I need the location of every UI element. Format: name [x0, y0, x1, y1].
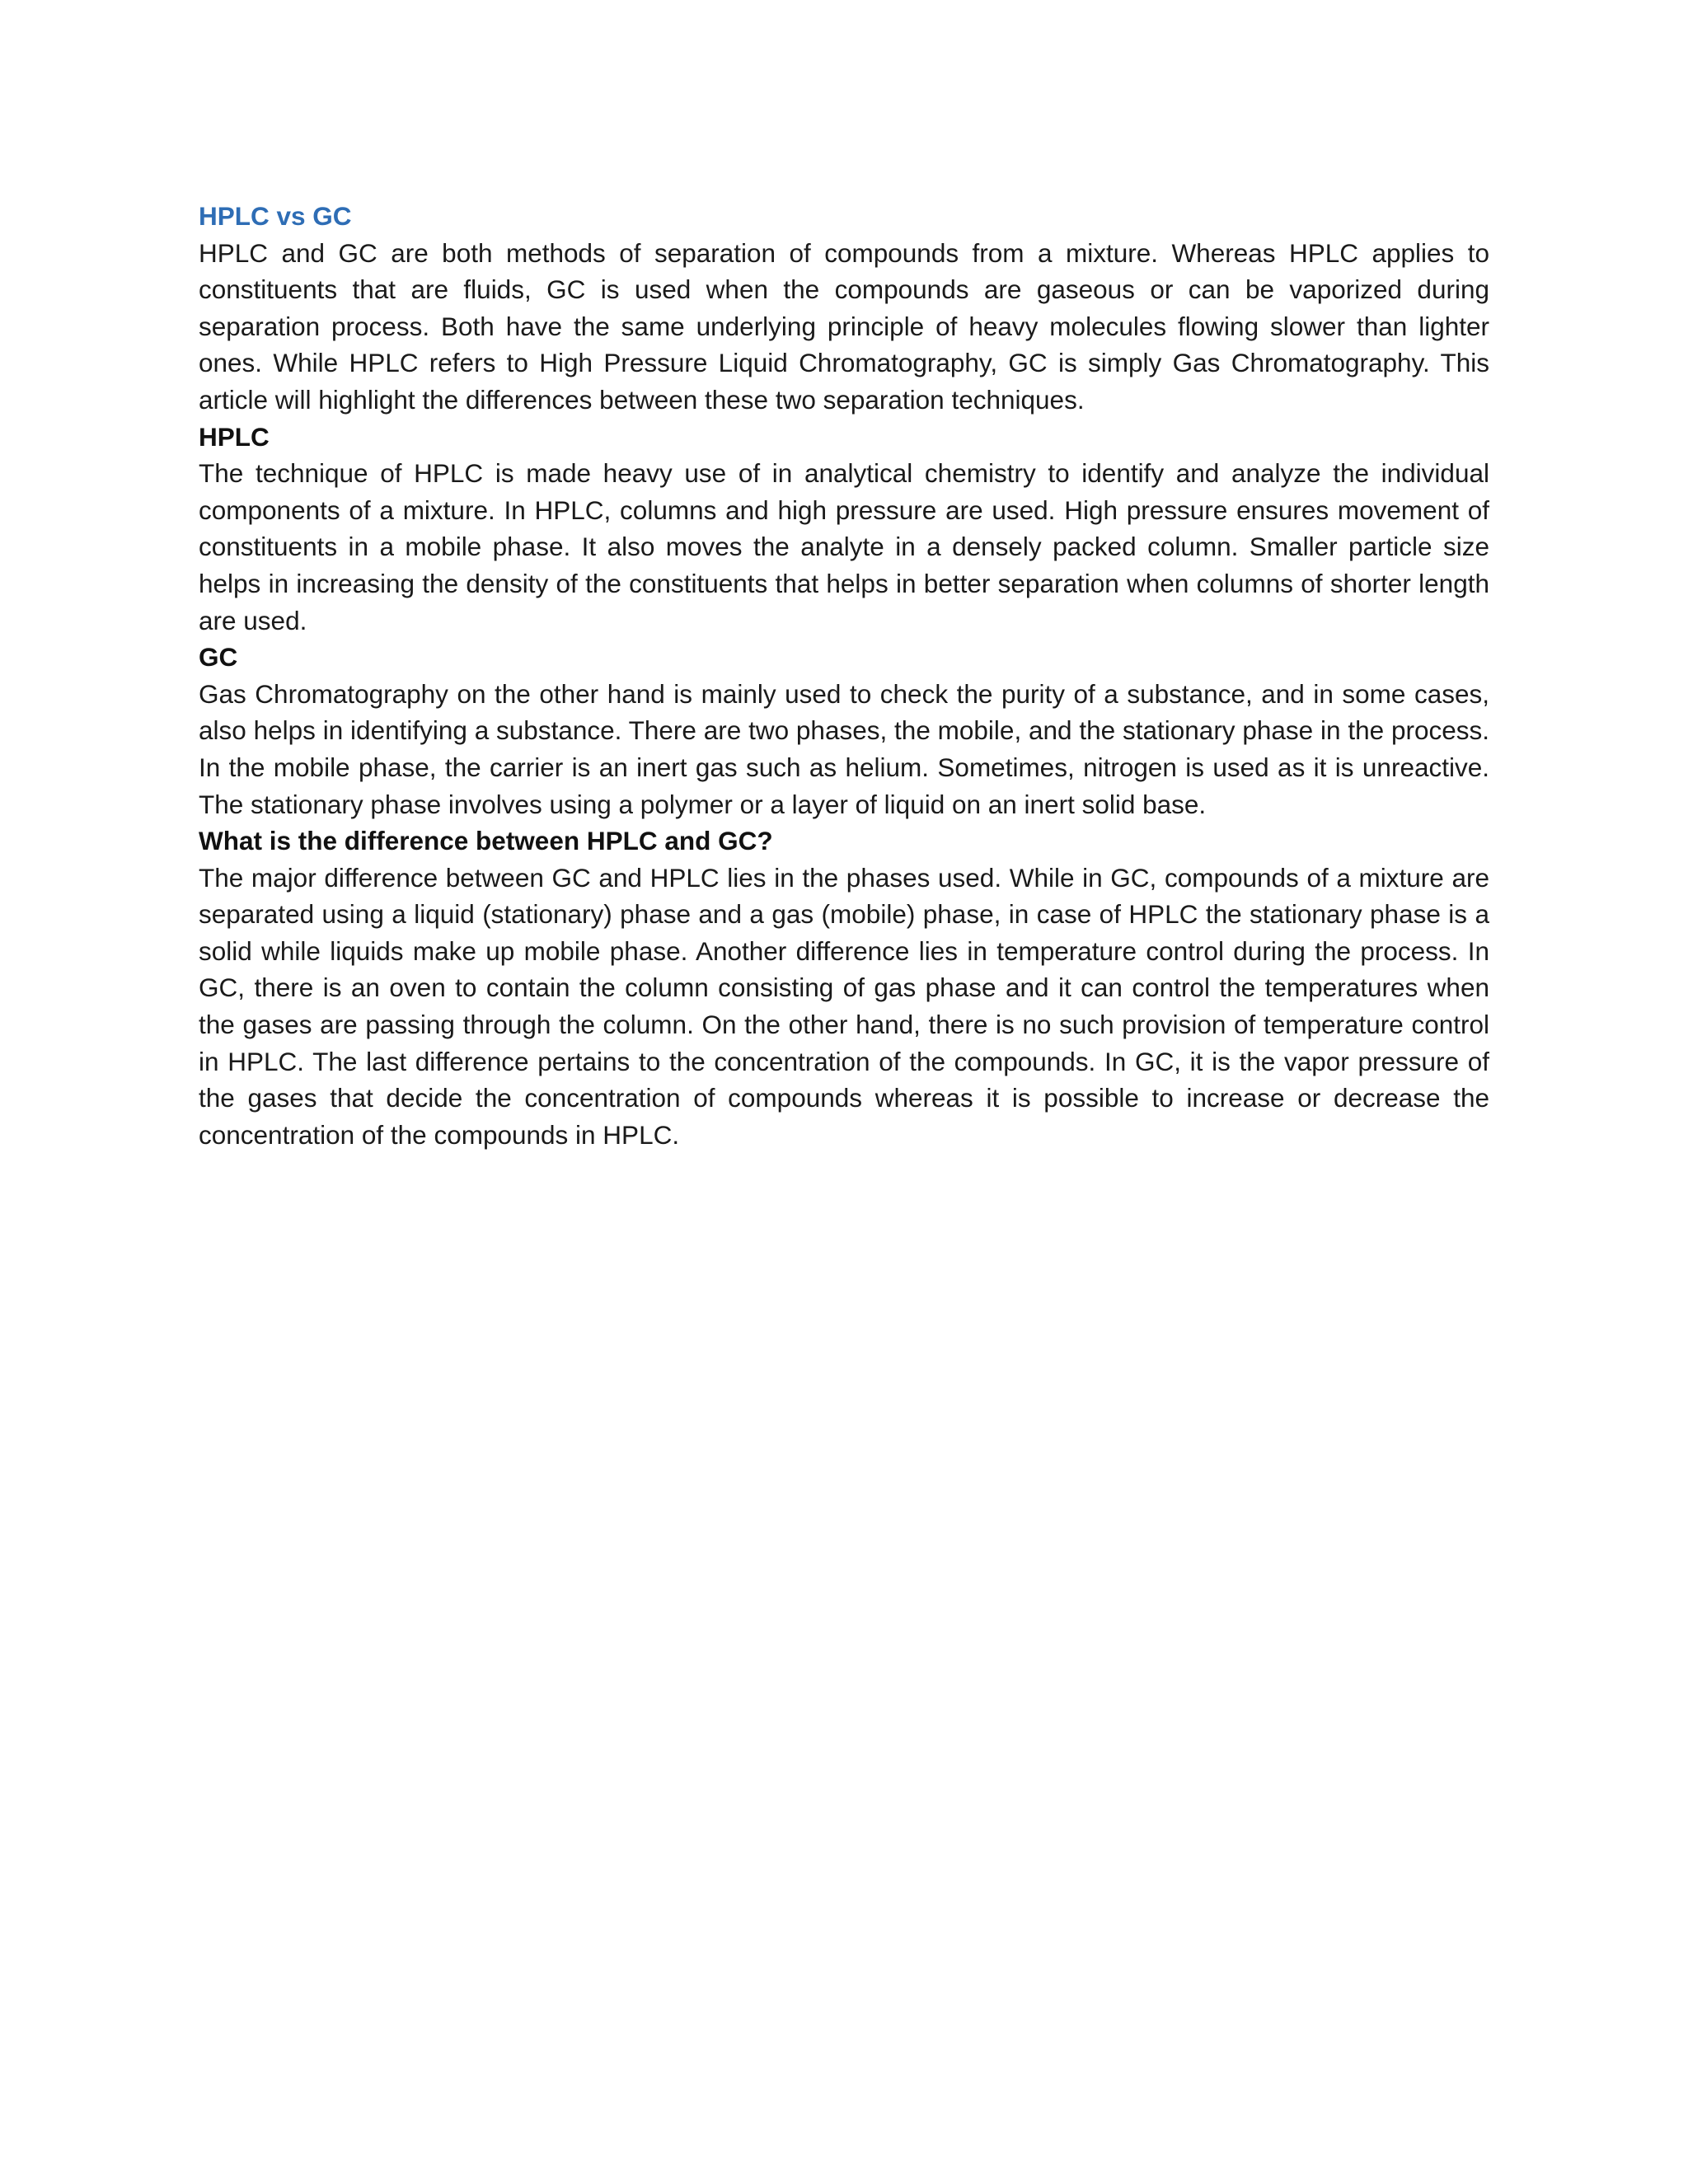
section-heading-difference: What is the difference between HPLC and GC? [199, 826, 773, 856]
section-body-gc: Gas Chromatography on the other hand is mainly used to check the purity of a substance, and in some cases, also helps in identifying a substance. There are two phases, the mobile, and the stationary phase in the process. In the mobile phase, the carrier is an inert gas such as helium. Sometimes, nitrogen is used as it is unreactive. The stationary phase involves using a polymer or a layer of liquid on an inert solid base. [199, 678, 1489, 819]
document-content [199, 198, 1489, 1153]
section-heading-hplc: HPLC [199, 421, 270, 452]
section-body-difference: The major difference between GC and HPLC lies in the phases used. While in GC, compounds of a mixture are separated using a liquid (stationary) phase and a gas (mobile) phase, in case of HPLC the stationary phase is a solid while liquids make up mobile phase. Another difference lies in temperature control during the process. In GC, there is an oven to contain the column consisting of gas phase and it can control the temperatures when the gases are passing through the column. On the other hand, there is no such provision of temperature control in HPLC. The last difference pertains to the concentration of the compounds. In GC, it is the vapor pressure of the gases that decide the concentration of compounds whereas it is possible to increase or decrease the concentration of the compounds in HPLC. [199, 862, 1489, 1150]
section-heading-gc: GC [199, 642, 238, 673]
document-title: HPLC vs GC [199, 201, 352, 231]
intro-paragraph: HPLC and GC are both methods of separation of compounds from a mixture. Whereas HPLC applies to constituents that are fluids, GC is used when the compounds are gaseous or can be vaporized during separation process. Both have the same underlying principle of heavy molecules flowing slower than lighter ones. While HPLC refers to High Pressure Liquid Chromatography, GC is simply Gas Chromatography. This article will highlight the differences between these two separation techniques. [199, 237, 1489, 415]
section-body-hplc: The technique of HPLC is made heavy use of in analytical chemistry to identify and analyze the individual components of a mixture. In HPLC, columns and high pressure are used. High pressure ensures movement of constituents in a mobile phase. It also moves the analyte in a densely packed column. Smaller particle size helps in increasing the density of the constituents that helps in better separation when columns of shorter length are used. [199, 458, 1489, 635]
